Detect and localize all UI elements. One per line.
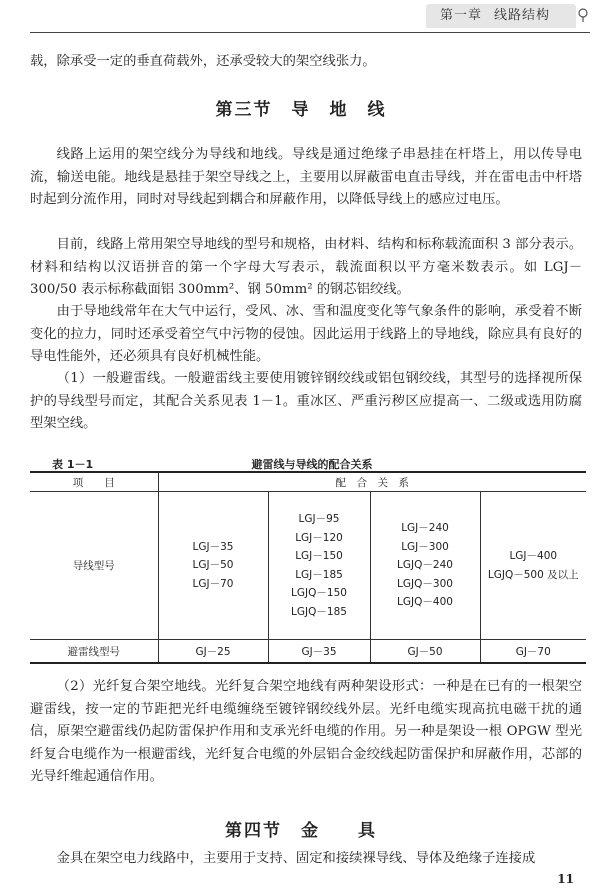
table-row-label-conductor: 导线型号 [30, 492, 158, 640]
conductor-entry: LGJQ－150 [291, 587, 347, 599]
section-title-fittings: 第四节 金 具 [225, 821, 377, 841]
ground-wire-entry: GJ－70 [480, 640, 586, 664]
ground-wire-matching-table [30, 471, 586, 664]
table-row-label-ground-wire: 避雷线型号 [30, 640, 158, 664]
conductor-entry: LGJ－185 [295, 568, 343, 581]
table-cell-conductors [370, 492, 480, 640]
chapter-header-box [426, 4, 576, 28]
conductor-entry: LGJQ－240 [397, 559, 453, 572]
table-cell-conductors [480, 492, 586, 640]
chapter-title: 线路结构 [493, 8, 550, 23]
conductor-entry: LGJ－120 [295, 531, 343, 544]
table-header-relation: 配 合 关 系 [158, 472, 586, 492]
conductor-entry: LGJQ－500 及以上 [487, 568, 579, 581]
conductor-entry: LGJ－35 [192, 540, 234, 553]
paragraph-continuation: 载，除承受一定的垂直荷载外，还承受较大的架空线张力。 [30, 54, 376, 69]
ground-wire-entry: GJ－50 [370, 640, 480, 664]
header-rule [30, 32, 590, 33]
pin-ornament-icon [576, 8, 590, 22]
conductor-entry: LGJ－240 [401, 522, 449, 535]
table-number: 表 1－1 [52, 458, 94, 471]
conductor-entry: LGJ－95 [298, 513, 340, 525]
paragraph-ground-wire: （1）一般避雷线。一般避雷线主要使用镀锌钢绞线或铝包钢绞线，其型号的选择视所保护的导线型号而定，其配合关系见表 1－1。重冰区、严重污秽区应提高一、二级或选用防腐型架空线。 [30, 371, 582, 431]
conductor-entry: LGJ－50 [192, 559, 234, 572]
running-header [0, 0, 602, 40]
paragraph-mechanical: 由于导地线常年在大气中运行，受风、冰、雪和温度变化等气象条件的影响，承受着不断变化的拉力，同时还承受着空气中污物的侵蚀。因此运用于线路上的导地线，除应具有良好的导电性能外，还必须具有良好机械性能。 [30, 304, 582, 364]
conductor-entry: LGJ－150 [295, 550, 343, 562]
conductor-entry: LGJ－400 [509, 550, 558, 562]
paragraph-opgw: （2）光纤复合架空地线。光纤复合架空地线有两种架设形式：一种是在已有的一根架空避雷线，按一定的节距把光纤电缆缠绕至镀锌钢绞线外层。光纤电缆实现高抗电磁干扰的通信，原架空避雷线仍起防雷保护作用和支承光纤电缆的作用。另一种是架设一根 OPGW 型光纤复合电缆作为一根避雷线，光纤复合电缆的外层铝合金绞线起防雷保护和屏蔽作用，芯部的光导纤维起通信作用。 [30, 679, 582, 784]
conductor-entry: LGJ－300 [401, 540, 449, 553]
paragraph-fittings-intro: 金具在架空电力线路中，主要用于支持、固定和接续裸导线、导体及绝缘子连接成 [56, 851, 536, 866]
section-title-conductors: 第三节 导 地 线 [215, 100, 387, 120]
table-title: 避雷线与导线的配合关系 [251, 458, 373, 471]
ground-wire-entry: GJ－35 [268, 640, 370, 664]
chapter-number: 第一章 [439, 8, 482, 23]
paragraph-designation: 目前，线路上常用架空导地线的型号和规格，由材料、结构和标称载流面积 3 部分表示。材料和结构以汉语拼音的第一个字母大写表示，载流面积以平方毫米数表示。如 LGJ－300/50 表示标称截面铝 300mm²、钢 50mm² 的钢芯铝绞线。 [30, 237, 582, 297]
table-cell-conductors [158, 492, 268, 640]
page-number: 11 [557, 872, 574, 886]
conductor-entry: LGJQ－185 [291, 605, 347, 618]
conductor-entry: LGJ－70 [192, 577, 234, 590]
conductor-entry: LGJQ－300 [397, 577, 453, 590]
table-header-item: 项 目 [30, 472, 158, 492]
paragraph-conductor-intro: 线路上运用的架空线分为导线和地线。导线是通过绝缘子串悬挂在杆塔上，用以传导电流，输送电能。地线是悬挂于架空导线之上，主要用以屏蔽雷电直击导线，并在雷电击中杆塔时起到分流作用，同时对导线起到耦合和屏蔽作用，以降低导线上的感应过电压。 [30, 147, 582, 207]
conductor-entry: LGJQ－400 [397, 596, 453, 609]
ground-wire-entry: GJ－25 [158, 640, 268, 664]
table-cell-conductors [268, 492, 370, 640]
